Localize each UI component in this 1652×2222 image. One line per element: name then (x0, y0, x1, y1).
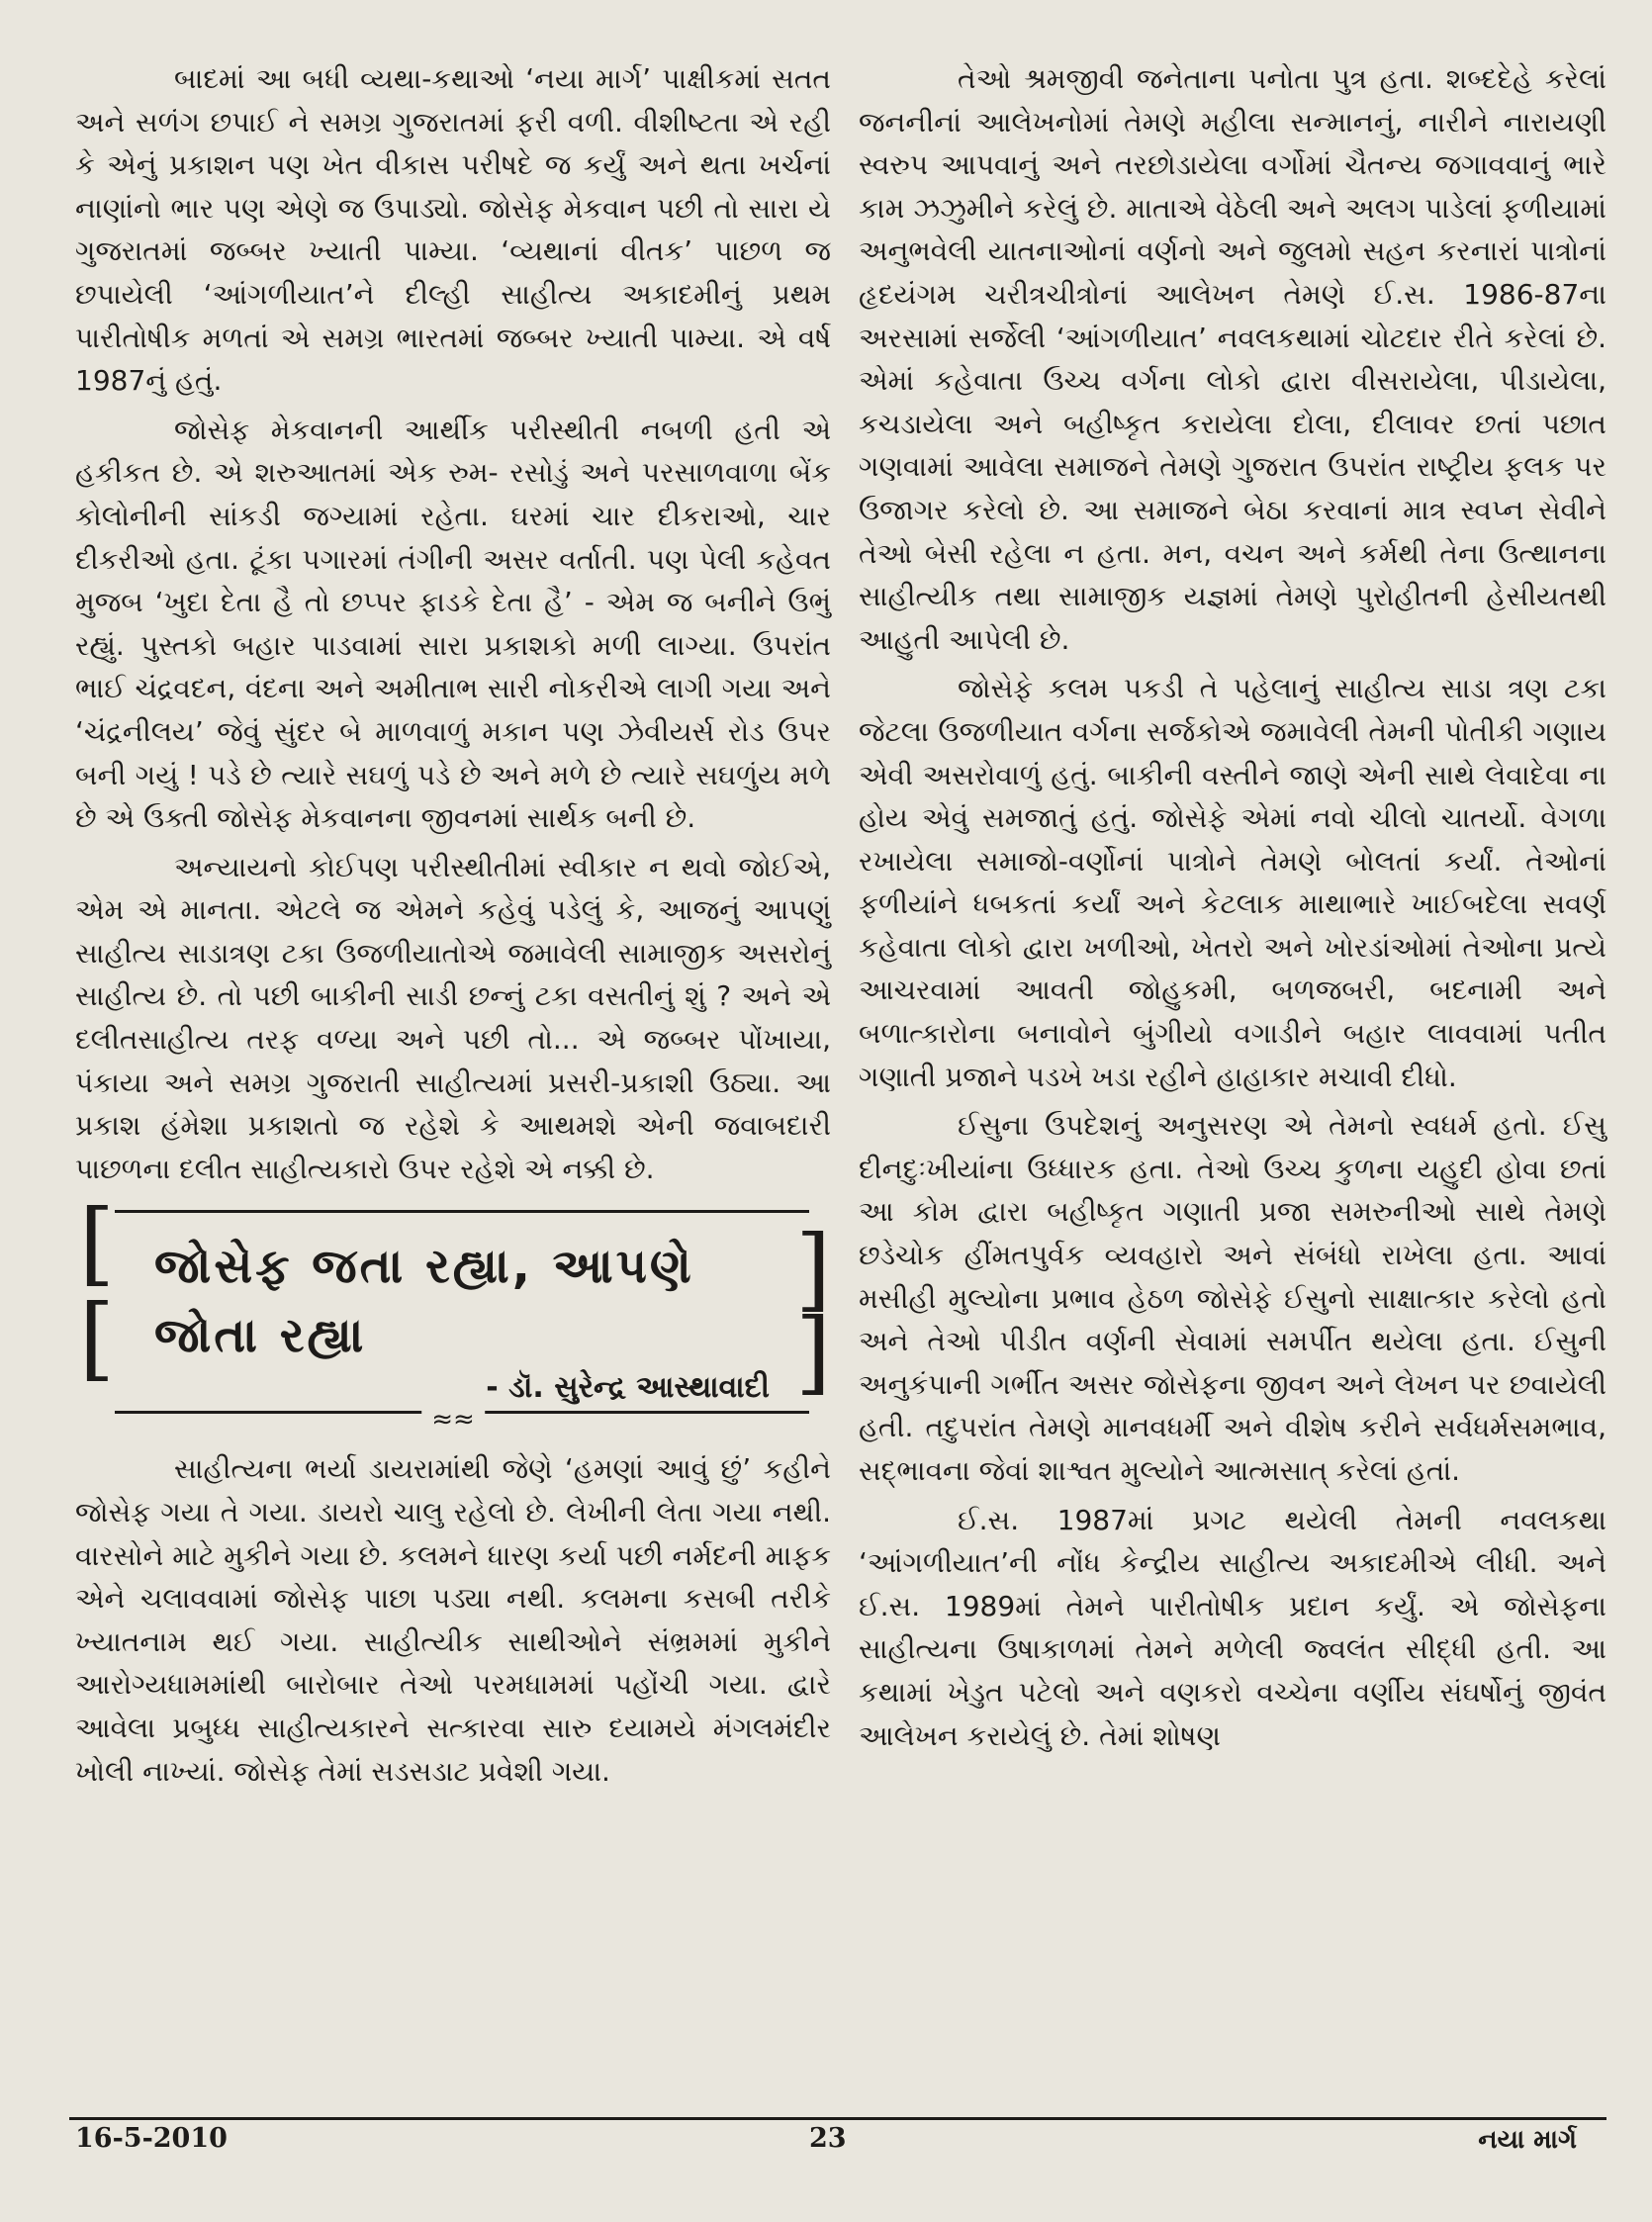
left-bracket-ornament: [ (79, 1190, 115, 1297)
body-paragraph: ઈસુના ઉપદેશનું અનુસરણ એ તેમનો સ્વધર્મ હતો. ઈસુ દીનદુઃખીયાંના ઉધ્ધારક હતા. તેઓ ઉચ્ચ કુળના યહુદી હોવા છતાં આ કોમ દ્વારા બહીષ્કૃત ગણાતી પ્રજા સમરુનીઓ સાથે તેમણે છડેચોક હીંમતપુર્વક વ્યવહારો અને સંબંધો રાખેલા હતા. આવાં મસીહી મુલ્યોના પ્રભાવ હેઠળ જોસેફે ઈસુનો સાક્ષાત્કાર કરેલો હતો અને તેઓ પીડીત વર્ણની સેવામાં સમર્પીત થયેલા હતા. ઈસુની અનુકંપાની ગર્ભીત અસર જોસેફના જીવન અને લેખન પર છવાયેલી હતી. તદુપરાંત તેમણે માનવધર્મી અને વીશેષ કરીને સર્વધર્મસમભાવ, સદ્ભાવના જેવાં શાશ્વત મુલ્યોને આત્મસાત્ કરેલાં હતાં. (859, 1109, 1606, 1487)
footer-rule (69, 2117, 1606, 2120)
publication-name: નયા માર્ગ (1478, 2125, 1577, 2155)
article-title: જોસેફ જતા રહ્યા, આપણે જોતા રહ્યા (154, 1239, 694, 1364)
page-number: 23 (809, 2123, 847, 2154)
footer-date: 16-5-2010 (75, 2123, 228, 2154)
article-author: - ડૉ. સુરેન્દ્ર આસ્થાવાદી (486, 1370, 770, 1406)
body-paragraph: તેઓ શ્રમજીવી જનેતાના પનોતા પુત્ર હતા. શબ્દદેહે કરેલાં જનનીનાં આલેખનોમાં તેમણે મહીલા સન્માનનું, નારીને નારાયણી સ્વરુપ આપવાનું અને તરછોડાયેલા વર્ગોમાં ચૈતન્ય જગાવવાનું ભારે કામ ઝઝુમીને કરેલું છે. માતાએ વેઠેલી અને અલગ પાડેલાં ફળીયામાં અનુભવેલી યાતનાઓનાં વર્ણનો અને જુલમો સહન કરનારાં પાત્રોનાં હૃદયંગમ ચરીત્રચીત્રોનાં આલેખન તેમણે ઈ.સ. 1986-87ના અરસામાં સર્જેલી ‘આંગળીયાત’ નવલકથામાં ચોટદાર રીતે કરેલાં છે. એમાં કહેવાતા ઉચ્ચ વર્ગના લોકો દ્વારા વીસરાયેલા, પીડાયેલા, કચડાયેલા અને બહીષ્કૃત કરાયેલા દોલા, દીલાવર છતાં પછાત ગણવામાં આવેલા સમાજને તેમણે ગુજરાત ઉપરાંત રાષ્ટ્રીય ફલક પર ઉજાગર કરેલો છે. આ સમાજને બેઠા કરવાનાં માત્ર સ્વપ્ન સેવીને તેઓ બેસી રહેલા ન હતા. મન, વચન અને કર્મથી તેના ઉત્થાનના સાહીત્યીક તથા સામાજીક યજ્ઞમાં તેમણે પુરોહીતની હેસીયતથી આહુતી આપેલી છે. (859, 62, 1606, 656)
body-paragraph: અન્યાયનો કોઈપણ પરીસ્થીતીમાં સ્વીકાર ન થવો જોઈએ, એમ એ માનતા. એટલે જ એમને કહેવું પડેલું કે, આજનું આપણું સાહીત્ય સાડાત્રણ ટકા ઉજળીયાતોએ જમાવેલી સામાજીક અસરોનું સાહીત્ય છે. તો પછી બાકીની સાડી છન્નું ટકા વસતીનું શું ? અને એ દલીતસાહીત્ય તરફ વળ્યા અને પછી તો... એ જબ્બર પોંખાયા, પંકાયા અને સમગ્ર ગુજરાતી સાહીત્યમાં પ્રસરી-પ્રકાશી ઉઠ્યા. આ પ્રકાશ હંમેશા પ્રકાશતો જ રહેશે કે આથમશે એની જવાબદારી પાછળના દલીત સાહીત્યકારો ઉપર રહેશે એ નક્કી છે. (75, 850, 831, 1185)
right-bracket-ornament: ] (795, 1216, 831, 1323)
left-column (75, 57, 831, 1793)
body-paragraph: ઈ.સ. 1987માં પ્રગટ થયેલી તેમની નવલકથા ‘આંગળીયાત’ની નોંધ કેન્દ્રીય સાહીત્ય અકાદમીએ લીધી. અને ઈ.સ. 1989માં તેમને પારીતોષીક પ્રદાન કર્યું. એ જોસેફના સાહીત્યના ઉષાકાળમાં તેમને મળેલી જ્વલંત સીદ્ધી હતી. આ કથામાં ખેડુત પટેલો અને વણકરો વચ્ચેના વર્ણીય સંઘર્ષોનું જીવંત આલેખન કરાયેલું છે. તેમાં શોષણ (859, 1503, 1606, 1752)
article-title-box (75, 1190, 831, 1435)
right-column (859, 57, 1606, 1757)
left-bracket-ornament: [ (79, 1285, 115, 1392)
body-paragraph: સાહીત્યના ભર્યા ડાયરામાંથી જેણે ‘હમણાં આવું છું’ કહીને જોસેફ ગયા તે ગયા. ડાયરો ચાલુ રહેલો છે. લેખીની લેતા ગયા નથી. વારસોને માટે મુકીને ગયા છે. કલમને ધારણ કર્યા પછી નર્મદની માફક એને ચલાવવામાં જોસેફ પાછા પડ્યા નથી. કલમના કસબી તરીકે ખ્યાતનામ થઈ ગયા. સાહીત્યીક સાથીઓને સંભ્રમમાં મુકીને આરોગ્યધામમાંથી બારોબાર તેઓ પરમધામમાં પહોંચી ગયા. દ્વારે આવેલા પ્રબુધ્ધ સાહીત્યકારને સત્કારવા સારુ દયામયે મંગલમંદીર ખોલી નાખ્યાં. જોસેફ તેમાં સડસડાટ પ્રવેશી ગયા. (75, 1452, 831, 1788)
right-bracket-ornament: ] (795, 1299, 831, 1406)
body-paragraph: બાદમાં આ બધી વ્યથા-કથાઓ ‘નયા માર્ગ’ પાક્ષીકમાં સતત અને સળંગ છપાઈ ને સમગ્ર ગુજરાતમાં ફરી વળી. વીશીષ્ટતા એ રહી કે એનું પ્રકાશન પણ ખેત વીકાસ પરીષદે જ કર્યું અને થતા ખર્ચનાં નાણાંનો ભાર પણ એણે જ ઉપાડ્યો. જોસેફ મેકવાન પછી તો સારા યે ગુજરાતમાં જબ્બર ખ્યાતી પામ્યા. ‘વ્યથાનાં વીતક’ પાછળ જ છપાયેલી ‘આંગળીયાત’ને દીલ્હી સાહીત્ય અકાદમીનું પ્રથમ પારીતોષીક મળતાં એ સમગ્ર ભારતમાં જબ્બર ખ્યાતી પામ્યા. એ વર્ષ 1987નું હતું. (75, 62, 831, 398)
body-paragraph: જોસેફ મેકવાનની આર્થીક પરીસ્થીતી નબળી હતી એ હકીકત છે. એ શરુઆતમાં એક રુમ- રસોડું અને પરસાળવાળા બેંક કોલોનીની સાંકડી જગ્યામાં રહેતા. ઘરમાં ચાર દીકરાઓ, ચાર દીકરીઓ હતા. ટૂંકા પગારમાં તંગીની અસર વર્તાતી. પણ પેલી કહેવત મુજબ ‘ખુદા દેતા હૈ તો છપ્પર ફાડકે દેતા હૈ’ - એમ જ બનીને ઉભું રહ્યું. પુસ્તકો બહાર પાડવામાં સારા પ્રકાશકો મળી લાગ્યા. ઉપરાંત ભાઈ ચંદ્રવદન, વંદના અને અમીતાભ સારી નોકરીએ લાગી ગયા અને ‘ચંદ્રનીલય’ જેવું સુંદર બે માળવાળું મકાન પણ ઝેવીયર્સ રોડ ઉપર બની ગયું ! પડે છે ત્યારે સઘળું પડે છે અને મળે છે ત્યારે સઘળુંય મળે છે એ ઉક્તી જોસેફ મેકવાનના જીવનમાં સાર્થક બની છે. (75, 413, 831, 835)
wave-ornament-icon: ≈≈ (421, 1410, 485, 1430)
body-paragraph: જોસેફે કલમ પકડી તે પહેલાનું સાહીત્ય સાડા ત્રણ ટકા જેટલા ઉજળીયાત વર્ગના સર્જકોએ જમાવેલી તેમની પોતીકી ગણાય એવી અસરોવાળું હતું. બાકીની વસ્તીને જાણે એની સાથે લેવાદેવા ના હોય એવું સમજાતું હતું. જોસેફે એમાં નવો ચીલો ચાતર્યો. વેગળા રખાયેલા સમાજો-વર્ણોનાં પાત્રોને તેમણે બોલતાં કર્યાં. તેઓનાં ફળીયાંને ધબકતાં કર્યાં અને કેટલાક માથાભારે ખાઈબદેલા સવર્ણ કહેવાતા લોકો દ્વારા ખળીઓ, ખેતરો અને ખોરડાંઓમાં તેઓના પ્રત્યે આચરવામાં આવતી જોહુકમી, બળજબરી, બદનામી અને બળાત્કારોના બનાવોને બુંગીયો વગાડીને બહાર લાવવામાં પતીત ગણાતી પ્રજાને પડખે ખડા રહીને હાહાકાર મચાવી દીધો. (859, 672, 1606, 1093)
